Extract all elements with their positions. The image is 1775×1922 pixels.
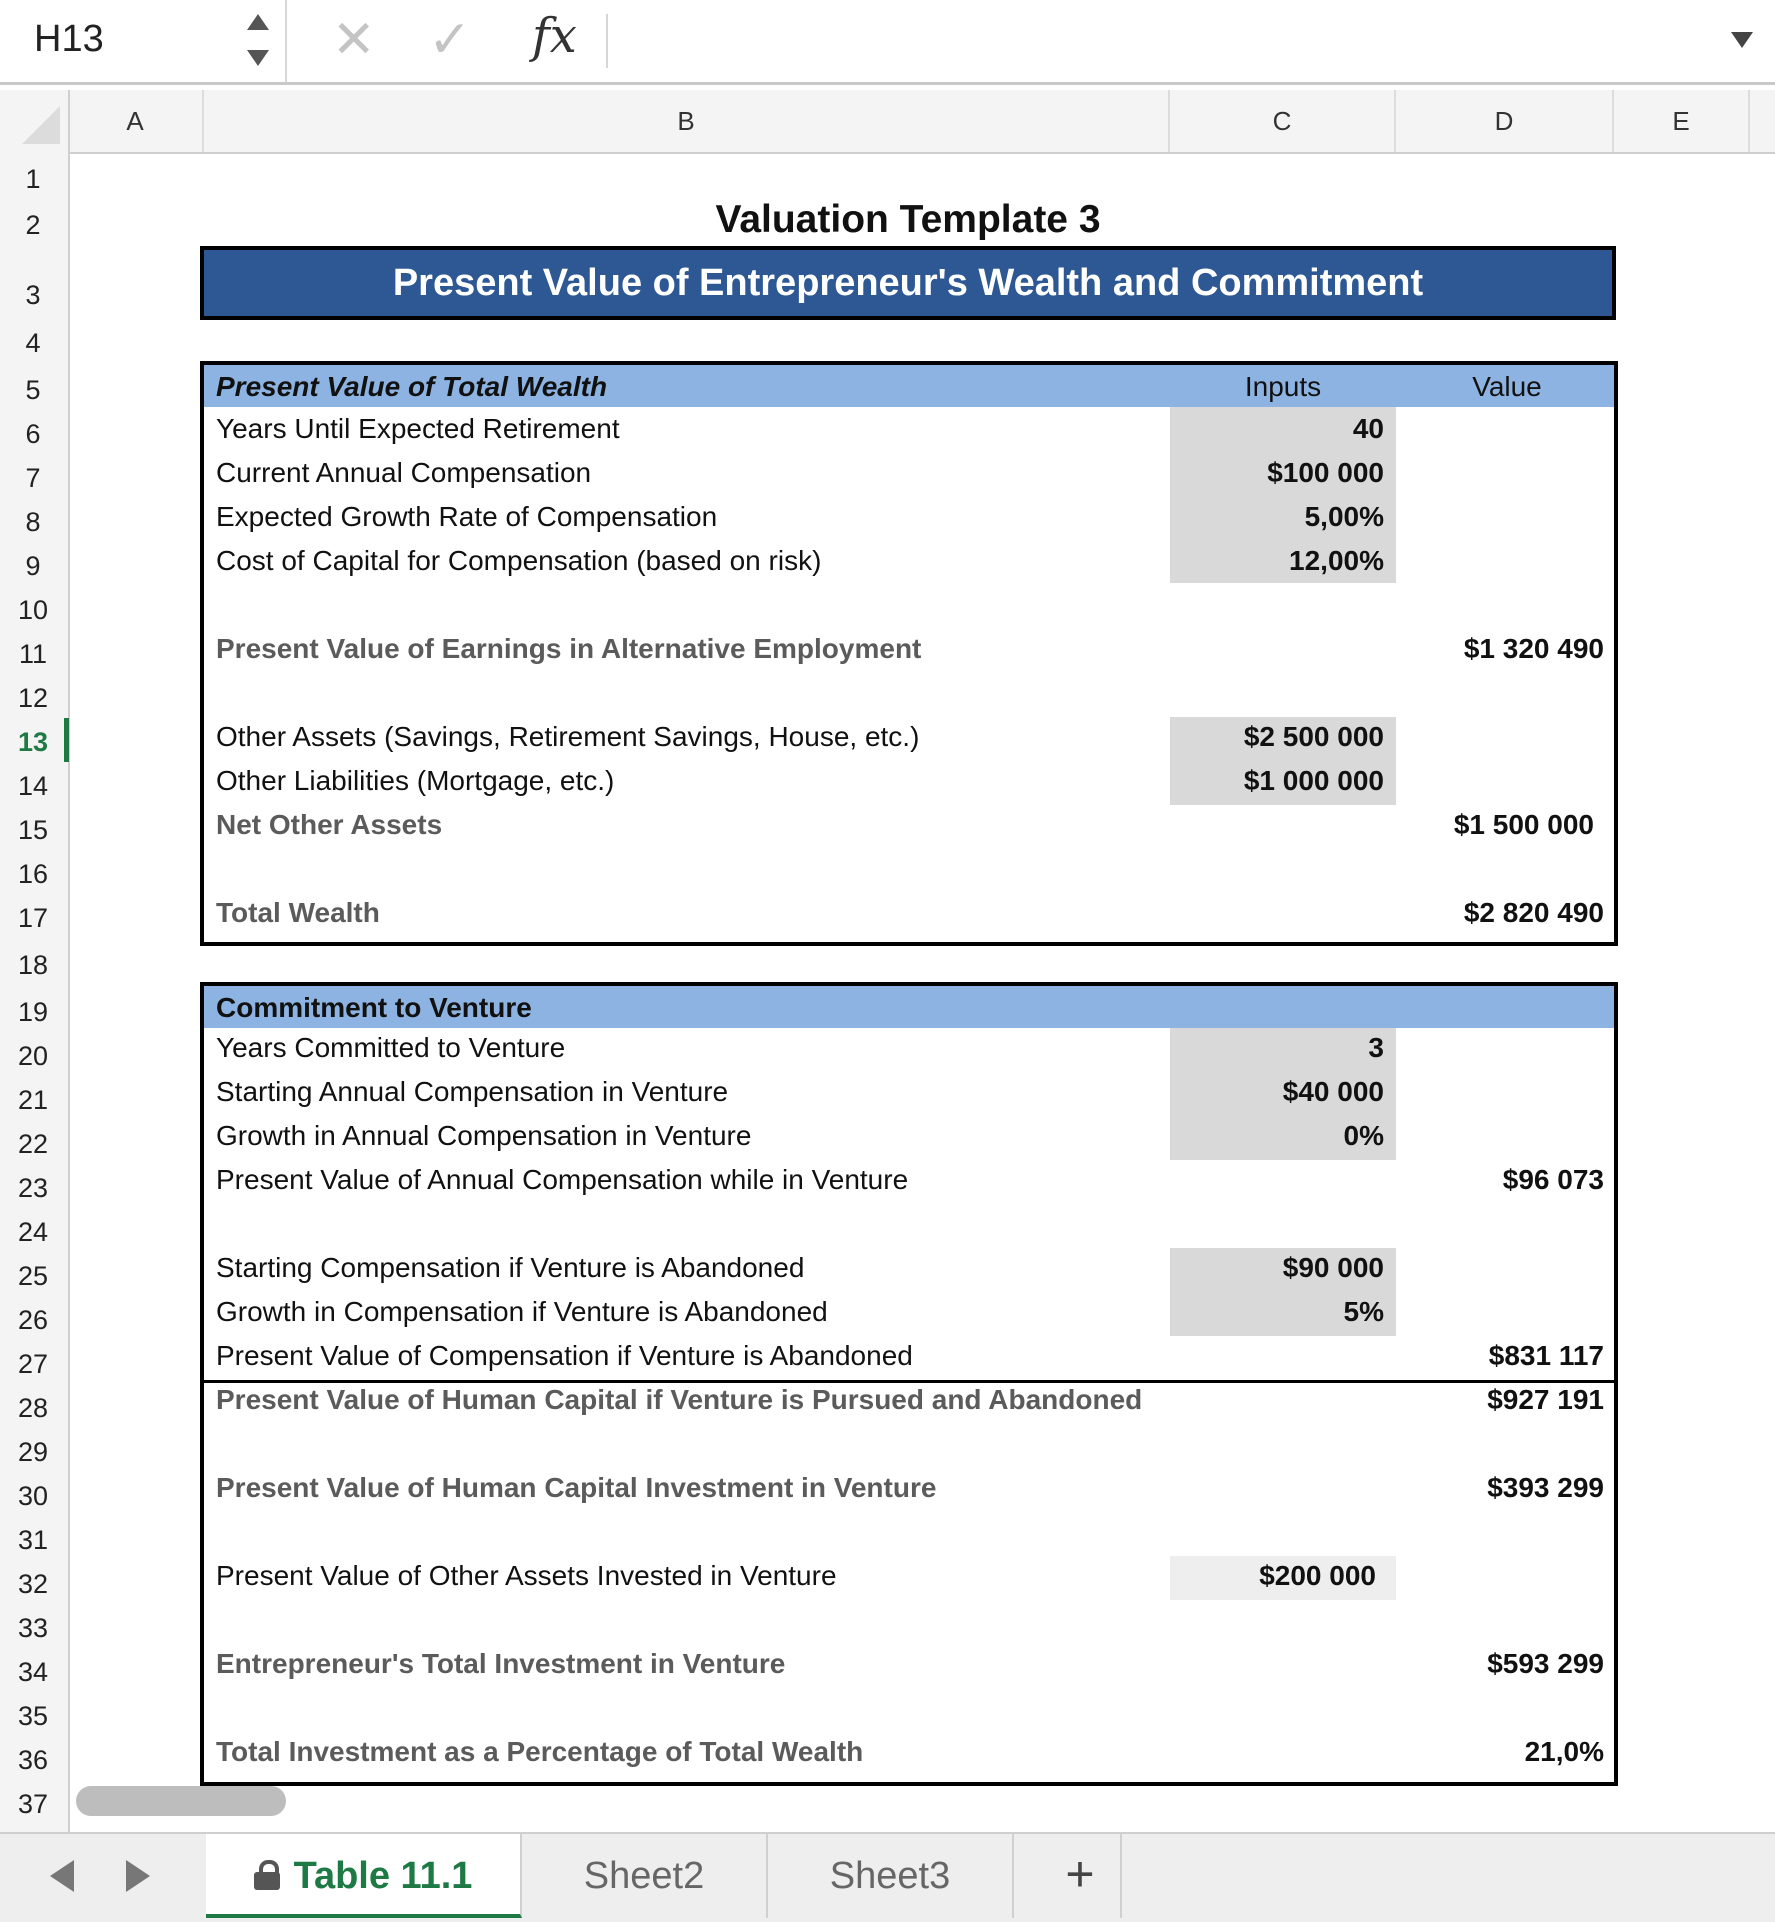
- cancel-icon[interactable]: ✕: [332, 11, 376, 69]
- row-header[interactable]: 22: [17, 1129, 49, 1159]
- formula-separator: [606, 14, 608, 68]
- row-header[interactable]: 35: [17, 1701, 49, 1731]
- row-header[interactable]: 31: [17, 1525, 49, 1555]
- row-header[interactable]: 29: [17, 1437, 49, 1467]
- label-investment-percentage[interactable]: Total Investment as a Percentage of Total Wealth: [216, 1736, 864, 1767]
- label-net-other-assets[interactable]: Net Other Assets: [216, 809, 443, 840]
- label-total-investment[interactable]: Entrepreneur's Total Investment in Venture: [216, 1648, 786, 1679]
- row-header[interactable]: 15: [17, 815, 49, 845]
- row-header[interactable]: 11: [18, 639, 48, 669]
- row-headers: [0, 152, 70, 1832]
- label-starting-compensation[interactable]: Starting Annual Compensation in Venture: [216, 1076, 729, 1107]
- label-current-compensation[interactable]: Current Annual Compensation: [216, 457, 592, 488]
- input-abandoned-start[interactable]: $90 000: [1282, 1252, 1384, 1283]
- column-header-e[interactable]: E: [1614, 90, 1750, 152]
- label-compensation-growth[interactable]: Growth in Annual Compensation in Venture: [216, 1120, 752, 1151]
- row-header[interactable]: 24: [17, 1217, 49, 1247]
- row-header[interactable]: 23: [17, 1173, 49, 1203]
- label-other-liabilities[interactable]: Other Liabilities (Mortgage, etc.): [216, 765, 615, 796]
- value-total-wealth[interactable]: $2 820 490: [1463, 897, 1604, 928]
- tab-label: Table 11.1: [293, 1855, 473, 1897]
- label-cost-of-capital[interactable]: Cost of Capital for Compensation (based on risk): [216, 545, 822, 576]
- input-compensation-growth[interactable]: 0%: [1343, 1120, 1384, 1151]
- row-header[interactable]: 9: [25, 551, 41, 581]
- lock-icon: [254, 1860, 280, 1890]
- chevron-up-icon[interactable]: [247, 14, 269, 30]
- column-header-b[interactable]: B: [204, 90, 1170, 152]
- next-sheet-icon[interactable]: [126, 1860, 150, 1892]
- value-total-investment[interactable]: $593 299: [1487, 1648, 1604, 1679]
- prev-sheet-icon[interactable]: [50, 1860, 74, 1892]
- horizontal-scrollbar[interactable]: [76, 1786, 286, 1816]
- select-all-corner[interactable]: [0, 90, 70, 152]
- row-divider: [204, 1380, 1614, 1383]
- row-header[interactable]: 6: [25, 419, 41, 449]
- row-header[interactable]: 27: [17, 1349, 49, 1379]
- row-header[interactable]: 36: [17, 1745, 49, 1775]
- value-net-other-assets[interactable]: $1 500 000: [1453, 809, 1594, 840]
- label-pv-earnings[interactable]: Present Value of Earnings in Alternative Employment: [216, 633, 922, 664]
- tab-table-11-1[interactable]: [206, 1834, 522, 1918]
- value-pv-abandoned[interactable]: $831 117: [1488, 1340, 1604, 1371]
- input-growth-rate[interactable]: 5,00%: [1304, 501, 1384, 532]
- row-header[interactable]: 12: [17, 683, 49, 713]
- value-investment-percentage[interactable]: 21,0%: [1524, 1736, 1604, 1767]
- formula-bar: [0, 0, 1775, 85]
- row-header[interactable]: 4: [25, 328, 41, 358]
- label-years-committed[interactable]: Years Committed to Venture: [216, 1032, 566, 1063]
- add-sheet-button[interactable]: +: [1040, 1834, 1122, 1918]
- row-header[interactable]: 17: [17, 903, 49, 933]
- input-current-compensation[interactable]: $100 000: [1267, 457, 1384, 488]
- label-years-retirement[interactable]: Years Until Expected Retirement: [216, 413, 620, 444]
- row-header-selected[interactable]: 13: [17, 727, 49, 757]
- label-growth-rate[interactable]: Expected Growth Rate of Compensation: [216, 501, 718, 532]
- inputs-header[interactable]: Inputs: [1244, 371, 1322, 402]
- row-header[interactable]: 34: [17, 1657, 49, 1687]
- sheet-tabs-bar: [0, 1832, 1775, 1922]
- label-human-capital[interactable]: Present Value of Human Capital if Venture is Pursued and Abandoned: [216, 1384, 1143, 1415]
- row-header[interactable]: 18: [17, 950, 49, 980]
- input-other-assets-invested[interactable]: $200 000: [1259, 1560, 1376, 1591]
- row-header[interactable]: 14: [17, 771, 49, 801]
- tab-sheet3[interactable]: Sheet3: [768, 1834, 1014, 1918]
- row-header[interactable]: 37: [17, 1789, 49, 1819]
- tab-sheet2[interactable]: Sheet2: [522, 1834, 768, 1918]
- row-header[interactable]: 16: [17, 859, 49, 889]
- row-header[interactable]: 21: [17, 1085, 49, 1115]
- selected-row-indicator: [64, 718, 69, 762]
- row-header[interactable]: 1: [25, 164, 41, 194]
- label-abandoned-start[interactable]: Starting Compensation if Venture is Abandoned: [216, 1252, 805, 1283]
- value-pv-earnings[interactable]: $1 320 490: [1463, 633, 1604, 664]
- confirm-icon[interactable]: ✓: [428, 11, 472, 69]
- row-header[interactable]: 26: [17, 1305, 49, 1335]
- row-header[interactable]: 28: [17, 1393, 49, 1423]
- input-years-committed[interactable]: 3: [1368, 1032, 1384, 1063]
- value-human-capital[interactable]: $927 191: [1487, 1384, 1604, 1415]
- row-header[interactable]: 25: [17, 1261, 49, 1291]
- row-header[interactable]: 5: [25, 375, 41, 405]
- row-header[interactable]: 10: [17, 595, 49, 625]
- row-header[interactable]: 7: [25, 463, 41, 493]
- row-header[interactable]: 20: [17, 1041, 49, 1071]
- column-header-c[interactable]: C: [1170, 90, 1396, 152]
- function-icon[interactable]: fx: [532, 8, 577, 64]
- commitment-table: [200, 982, 1618, 1786]
- row-header[interactable]: 30: [17, 1481, 49, 1511]
- input-other-liabilities[interactable]: $1 000 000: [1243, 765, 1384, 796]
- label-human-capital-investment[interactable]: Present Value of Human Capital Investment in Venture: [216, 1472, 937, 1503]
- cell-reference[interactable]: H13: [34, 18, 104, 60]
- column-headers: [0, 90, 1775, 154]
- label-total-wealth[interactable]: Total Wealth: [216, 897, 380, 928]
- name-box-stepper[interactable]: [245, 6, 271, 76]
- section-title[interactable]: Commitment to Venture: [216, 992, 532, 1023]
- name-box[interactable]: [0, 0, 287, 82]
- row-header[interactable]: 2: [25, 210, 41, 240]
- row-header[interactable]: 19: [17, 997, 49, 1027]
- label-other-assets-invested[interactable]: Present Value of Other Assets Invested in Venture: [216, 1560, 837, 1591]
- total-wealth-table: [200, 361, 1618, 946]
- row-header[interactable]: 3: [25, 280, 41, 310]
- input-other-assets[interactable]: $2 500 000: [1243, 721, 1384, 752]
- label-other-assets[interactable]: Other Assets (Savings, Retirement Savings, House, etc.): [216, 721, 920, 752]
- label-pv-venture-compensation[interactable]: Present Value of Annual Compensation while in Venture: [216, 1164, 909, 1195]
- label-abandoned-growth[interactable]: Growth in Compensation if Venture is Abandoned: [216, 1296, 828, 1327]
- label-pv-abandoned[interactable]: Present Value of Compensation if Venture is Abandoned: [216, 1340, 913, 1371]
- expand-formula-icon[interactable]: [1731, 32, 1753, 48]
- sheet-title[interactable]: Valuation Template 3: [715, 198, 1101, 241]
- value-header[interactable]: Value: [1472, 371, 1542, 402]
- corner-triangle-icon: [22, 106, 60, 144]
- section-title[interactable]: Present Value of Total Wealth: [216, 371, 608, 402]
- row-header[interactable]: 8: [25, 507, 41, 537]
- row-header[interactable]: 33: [17, 1613, 49, 1643]
- input-starting-compensation[interactable]: $40 000: [1282, 1076, 1384, 1107]
- value-pv-venture-compensation[interactable]: $96 073: [1502, 1164, 1604, 1195]
- row-header[interactable]: 32: [17, 1569, 49, 1599]
- input-years-retirement[interactable]: 40: [1352, 413, 1384, 444]
- chevron-down-icon[interactable]: [247, 50, 269, 66]
- sheet-banner[interactable]: Present Value of Entrepreneur's Wealth and Commitment: [200, 246, 1616, 320]
- column-header-d[interactable]: D: [1396, 90, 1614, 152]
- input-abandoned-growth[interactable]: 5%: [1343, 1296, 1384, 1327]
- value-human-capital-investment[interactable]: $393 299: [1487, 1472, 1604, 1503]
- column-header-a[interactable]: A: [68, 90, 204, 152]
- input-cost-of-capital[interactable]: 12,00%: [1289, 545, 1384, 576]
